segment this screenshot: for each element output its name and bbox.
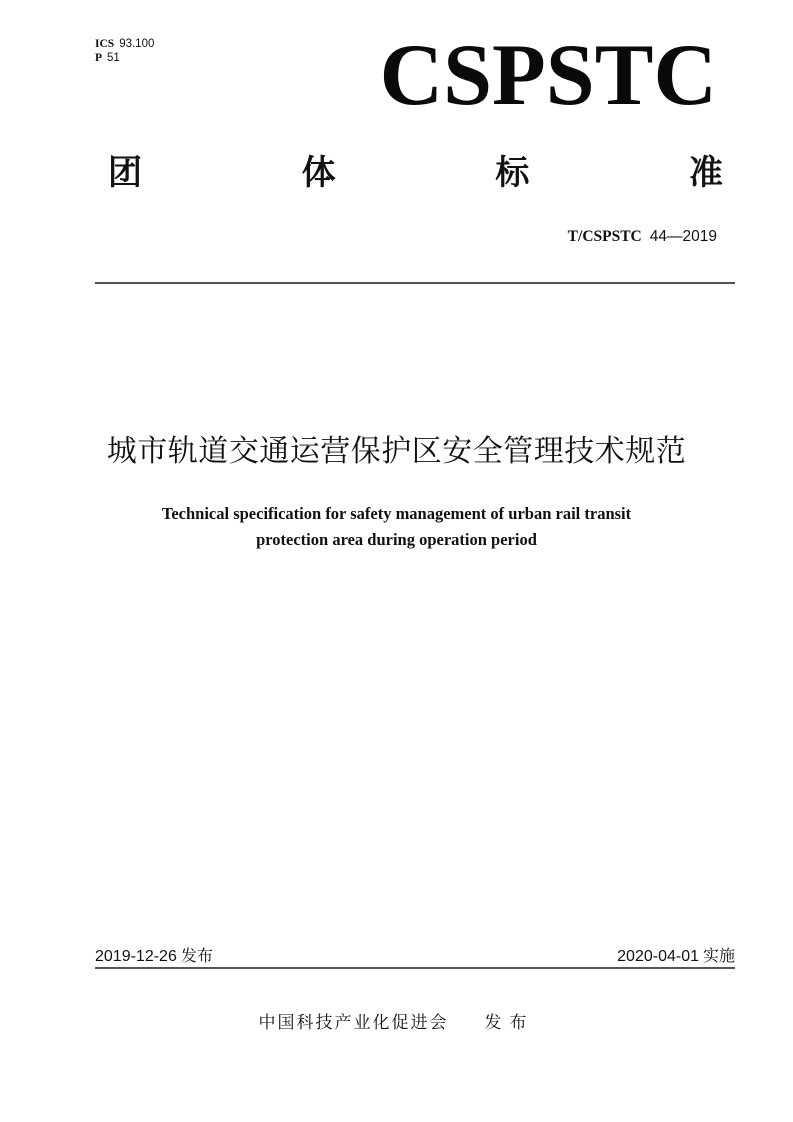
effective-date-label: 实施	[702, 946, 735, 965]
standard-type-char: 准	[688, 153, 723, 193]
title-english-line-1: Technical specification for safety management of urban rail transit	[161, 504, 632, 523]
standard-type-char: 团	[108, 153, 142, 193]
ccs-code	[95, 51, 154, 65]
ics-code	[95, 37, 154, 51]
effective-date	[617, 943, 735, 966]
issue-date-label: 发布	[180, 946, 213, 965]
publisher-name: 中国科技产业化促进会	[258, 1013, 449, 1033]
standard-type-heading	[108, 151, 723, 195]
standard-number-value: 44—2019	[649, 228, 717, 245]
ccs-value: 51	[107, 52, 120, 64]
organization-logo: CSPSTC	[379, 27, 717, 124]
ics-value: 93.100	[119, 38, 155, 50]
bottom-divider	[95, 967, 735, 969]
title-english-line-2: protection area during operation period	[256, 530, 537, 549]
publisher-action: 发布	[484, 1013, 535, 1033]
title-english	[0, 501, 793, 553]
ics-label: ICS	[95, 38, 115, 50]
classification-codes	[95, 37, 154, 65]
standard-type-char: 体	[301, 153, 336, 193]
ccs-label: P	[95, 52, 103, 64]
standard-type-char: 标	[495, 153, 530, 193]
issue-date-value: 2019-12-26	[95, 948, 177, 965]
issue-date	[95, 943, 213, 966]
title-chinese: 城市轨道交通运营保护区安全管理技术规范	[106, 434, 687, 469]
standard-number	[568, 227, 717, 246]
standard-number-prefix: T/CSPSTC	[567, 228, 642, 245]
publisher	[0, 1008, 793, 1033]
top-divider	[95, 282, 735, 284]
effective-date-value: 2020-04-01	[617, 948, 699, 965]
